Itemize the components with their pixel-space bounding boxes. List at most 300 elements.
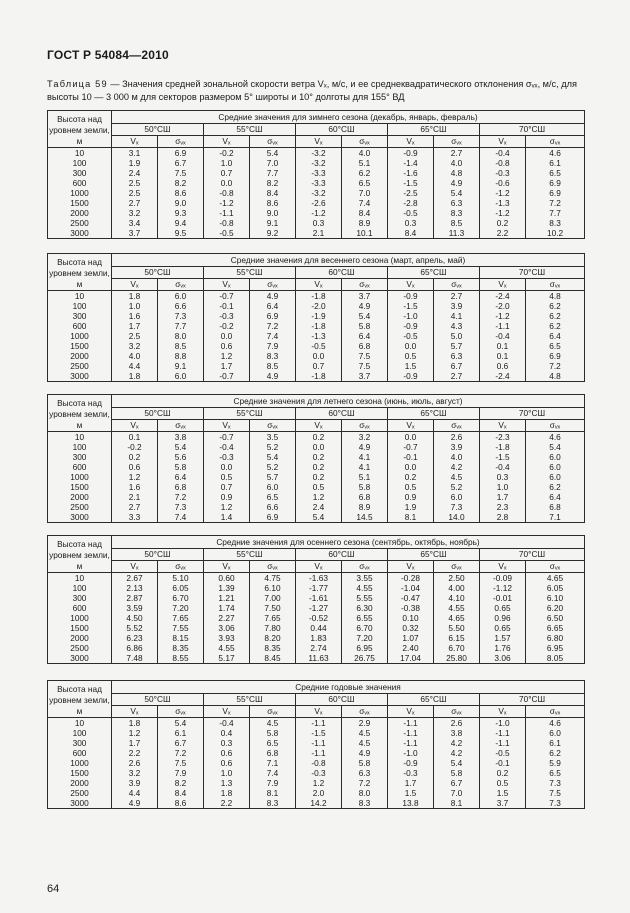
value-cell: 0.0 (388, 341, 434, 351)
value-cell: 1.6 (112, 482, 158, 492)
table-row (48, 452, 585, 462)
value-cell: 6.2 (342, 168, 388, 178)
value-cell: -1.2 (480, 208, 526, 218)
caption-label: Таблица 59 (47, 79, 108, 89)
value-cell: 7.9 (250, 341, 296, 351)
value-cell: 0.2 (296, 452, 342, 462)
value-cell: -0.9 (388, 321, 434, 331)
height-cell: 600 (48, 321, 112, 331)
value-cell: 2.2 (204, 798, 250, 809)
value-cell: 6.9 (158, 148, 204, 159)
value-cell: 2.4 (296, 502, 342, 512)
table-row (48, 603, 585, 613)
table-row (48, 218, 585, 228)
value-cell: 1.5 (388, 361, 434, 371)
table-row (48, 748, 585, 758)
value-cell: 6.05 (526, 583, 585, 593)
value-cell: 6.3 (434, 351, 480, 361)
sigma-header: σᵥₓ (434, 706, 480, 718)
value-cell: 0.10 (388, 613, 434, 623)
value-cell: 1.5 (480, 788, 526, 798)
value-cell: 1.21 (204, 593, 250, 603)
value-cell: 4.6 (526, 432, 585, 443)
value-cell: 2.5 (112, 331, 158, 341)
value-cell: 6.3 (342, 768, 388, 778)
value-cell: 1.7 (112, 321, 158, 331)
value-cell: 7.65 (158, 613, 204, 623)
table-row (48, 778, 585, 788)
table-row (48, 158, 585, 168)
value-cell: -3.2 (296, 158, 342, 168)
value-cell: 4.5 (250, 718, 296, 729)
value-cell: 7.2 (526, 198, 585, 208)
value-cell: 4.75 (250, 573, 296, 584)
height-cell: 2000 (48, 208, 112, 218)
height-cell: 2500 (48, 643, 112, 653)
value-cell: 5.1 (342, 472, 388, 482)
height-cell: 3000 (48, 512, 112, 523)
height-cell: 2500 (48, 361, 112, 371)
value-cell: 8.35 (158, 643, 204, 653)
vx-header: Vₓ (388, 706, 434, 718)
symbol-row (48, 420, 585, 432)
value-cell: 3.4 (112, 218, 158, 228)
height-cell: 300 (48, 452, 112, 462)
height-cell: 3000 (48, 228, 112, 239)
value-cell: -0.5 (388, 208, 434, 218)
value-cell: -1.4 (388, 158, 434, 168)
value-cell: 8.3 (342, 798, 388, 809)
value-cell: 6.9 (526, 351, 585, 361)
value-cell: 8.20 (250, 633, 296, 643)
value-cell: 0.5 (388, 351, 434, 361)
value-cell: 8.2 (250, 178, 296, 188)
value-cell: -1.1 (480, 728, 526, 738)
value-cell: 8.6 (250, 198, 296, 208)
value-cell: 5.55 (342, 593, 388, 603)
value-cell: 0.1 (480, 341, 526, 351)
value-cell: 5.4 (250, 148, 296, 159)
value-cell: 5.50 (434, 623, 480, 633)
section-title: Средние годовые значения (112, 681, 585, 694)
table-row (48, 758, 585, 768)
value-cell: 5.0 (434, 331, 480, 341)
value-cell: -1.27 (296, 603, 342, 613)
value-cell: 1.57 (480, 633, 526, 643)
height-cell: 10 (48, 432, 112, 443)
value-cell: 3.55 (342, 573, 388, 584)
height-cell: 1500 (48, 198, 112, 208)
value-cell: 2.13 (112, 583, 158, 593)
value-cell: -1.3 (296, 331, 342, 341)
table-row (48, 633, 585, 643)
value-cell: 1.74 (204, 603, 250, 613)
vx-header: Vₓ (480, 561, 526, 573)
height-cell: 600 (48, 603, 112, 613)
value-cell: -1.1 (388, 728, 434, 738)
value-cell: 0.32 (388, 623, 434, 633)
value-cell: 5.9 (526, 758, 585, 768)
height-cell: 100 (48, 301, 112, 311)
value-cell: 7.3 (158, 311, 204, 321)
value-cell: 2.9 (342, 718, 388, 729)
value-cell: 1.4 (204, 512, 250, 523)
table-row (48, 502, 585, 512)
table-row (48, 462, 585, 472)
value-cell: 1.8 (204, 788, 250, 798)
vx-header: Vₓ (112, 136, 158, 148)
vx-header: Vₓ (480, 279, 526, 291)
value-cell: 6.3 (434, 198, 480, 208)
value-cell: 0.2 (112, 452, 158, 462)
sigma-header: σᵥₓ (342, 420, 388, 432)
table-row (48, 321, 585, 331)
latitude-row (48, 408, 585, 420)
value-cell: 2.40 (388, 643, 434, 653)
latitude-header: 65°СШ (388, 549, 480, 561)
value-cell: 8.6 (158, 798, 204, 809)
value-cell: 6.0 (250, 482, 296, 492)
value-cell: 1.2 (112, 728, 158, 738)
value-cell: 3.2 (112, 768, 158, 778)
sigma-header: σᵥₓ (250, 561, 296, 573)
value-cell: 0.3 (296, 218, 342, 228)
section-title-row (48, 536, 585, 549)
value-cell: 3.9 (434, 442, 480, 452)
value-cell: 8.1 (250, 788, 296, 798)
height-cell: 10 (48, 573, 112, 584)
section-title-row (48, 681, 585, 694)
value-cell: 6.8 (250, 748, 296, 758)
value-cell: 7.4 (342, 198, 388, 208)
height-cell: 2500 (48, 218, 112, 228)
value-cell: 1.8 (112, 371, 158, 382)
value-cell: 2.5 (112, 178, 158, 188)
value-cell: 0.2 (480, 768, 526, 778)
value-cell: 1.0 (480, 482, 526, 492)
height-cell: 300 (48, 738, 112, 748)
value-cell: 0.44 (296, 623, 342, 633)
value-cell: 3.59 (112, 603, 158, 613)
value-cell: 25.80 (434, 653, 480, 664)
sigma-header: σᵥₓ (342, 706, 388, 718)
value-cell: 6.23 (112, 633, 158, 643)
value-cell: 8.0 (158, 331, 204, 341)
latitude-header: 70°СШ (480, 267, 585, 279)
value-cell: 0.65 (480, 603, 526, 613)
vx-header: Vₓ (112, 706, 158, 718)
value-cell: 0.96 (480, 613, 526, 623)
value-cell: -2.0 (296, 301, 342, 311)
value-cell: -0.3 (204, 311, 250, 321)
table-row (48, 643, 585, 653)
value-cell: 5.2 (250, 462, 296, 472)
table-row (48, 492, 585, 502)
value-cell: 6.80 (526, 633, 585, 643)
value-cell: 2.7 (434, 148, 480, 159)
value-cell: 0.2 (480, 218, 526, 228)
value-cell: 4.55 (342, 583, 388, 593)
height-cell: 2000 (48, 492, 112, 502)
value-cell: 4.9 (342, 442, 388, 452)
value-cell: -1.1 (388, 718, 434, 729)
value-cell: -0.8 (204, 218, 250, 228)
symbol-row (48, 561, 585, 573)
symbol-row (48, 279, 585, 291)
value-cell: 0.0 (204, 462, 250, 472)
value-cell: 0.0 (204, 331, 250, 341)
value-cell: 8.1 (434, 798, 480, 809)
sigma-header: σᵥₓ (158, 561, 204, 573)
value-cell: 6.0 (158, 291, 204, 302)
value-cell: 0.9 (204, 492, 250, 502)
table-row (48, 738, 585, 748)
table-row (48, 728, 585, 738)
value-cell: 8.4 (158, 788, 204, 798)
height-cell: 2500 (48, 788, 112, 798)
section-table (47, 680, 585, 809)
value-cell: 0.7 (204, 482, 250, 492)
value-cell: 6.6 (250, 502, 296, 512)
vx-header: Vₓ (296, 136, 342, 148)
value-cell: -3.2 (296, 148, 342, 159)
table-row (48, 432, 585, 443)
value-cell: 9.0 (250, 208, 296, 218)
value-cell: 7.3 (434, 502, 480, 512)
table-row (48, 371, 585, 382)
value-cell: -0.3 (480, 168, 526, 178)
value-cell: -0.4 (204, 718, 250, 729)
height-header: Высота над уровнем земли, м (48, 111, 112, 148)
value-cell: 6.5 (526, 168, 585, 178)
latitude-header: 60°СШ (296, 694, 388, 706)
value-cell: 8.2 (158, 178, 204, 188)
table-row (48, 198, 585, 208)
value-cell: 5.1 (342, 158, 388, 168)
value-cell: 5.4 (158, 442, 204, 452)
latitude-header: 65°СШ (388, 408, 480, 420)
value-cell: -0.7 (388, 442, 434, 452)
table-row (48, 573, 585, 584)
sigma-header: σᵥₓ (434, 136, 480, 148)
sigma-header: σᵥₓ (158, 706, 204, 718)
value-cell: 6.5 (526, 341, 585, 351)
value-cell: 4.2 (434, 748, 480, 758)
value-cell: 6.65 (526, 623, 585, 633)
value-cell: 13.8 (388, 798, 434, 809)
height-cell: 1500 (48, 341, 112, 351)
value-cell: 5.4 (434, 188, 480, 198)
value-cell: 6.8 (158, 482, 204, 492)
value-cell: 3.2 (112, 208, 158, 218)
value-cell: 0.6 (204, 748, 250, 758)
latitude-header: 55°СШ (204, 408, 296, 420)
value-cell: 2.3 (480, 502, 526, 512)
sigma-header: σᵥₓ (434, 420, 480, 432)
value-cell: 7.1 (250, 758, 296, 768)
value-cell: 7.5 (158, 758, 204, 768)
value-cell: 0.6 (112, 462, 158, 472)
value-cell: -1.9 (296, 311, 342, 321)
section-title: Средние значения для весеннего сезона (март, апрель, май) (112, 254, 585, 267)
value-cell: -1.2 (296, 208, 342, 218)
latitude-row (48, 549, 585, 561)
vx-header: Vₓ (388, 561, 434, 573)
value-cell: 6.05 (158, 583, 204, 593)
value-cell: 6.7 (434, 361, 480, 371)
value-cell: -0.2 (204, 148, 250, 159)
value-cell: -0.5 (388, 331, 434, 341)
symbol-row (48, 706, 585, 718)
table-row (48, 168, 585, 178)
value-cell: 6.2 (526, 301, 585, 311)
value-cell: 7.2 (526, 361, 585, 371)
value-cell: 5.8 (158, 462, 204, 472)
height-cell: 10 (48, 148, 112, 159)
value-cell: 5.8 (342, 482, 388, 492)
value-cell: 7.9 (158, 768, 204, 778)
latitude-header: 55°СШ (204, 694, 296, 706)
table-caption (47, 78, 607, 104)
value-cell: 4.4 (112, 788, 158, 798)
value-cell: 0.7 (296, 361, 342, 371)
value-cell: 8.05 (526, 653, 585, 664)
value-cell: 2.27 (204, 613, 250, 623)
height-cell: 100 (48, 158, 112, 168)
value-cell: 6.15 (434, 633, 480, 643)
value-cell: 3.8 (158, 432, 204, 443)
height-cell: 3000 (48, 653, 112, 664)
latitude-header: 50°СШ (112, 408, 204, 420)
value-cell: -0.7 (204, 291, 250, 302)
value-cell: -0.7 (204, 371, 250, 382)
value-cell: 0.4 (204, 728, 250, 738)
value-cell: 2.7 (434, 291, 480, 302)
value-cell: 1.2 (296, 778, 342, 788)
value-cell: 14.2 (296, 798, 342, 809)
height-cell: 600 (48, 462, 112, 472)
latitude-header: 65°СШ (388, 124, 480, 136)
height-cell: 100 (48, 728, 112, 738)
value-cell: 5.4 (526, 442, 585, 452)
value-cell: -0.01 (480, 593, 526, 603)
value-cell: 6.0 (158, 371, 204, 382)
table-row (48, 512, 585, 523)
value-cell: 0.1 (112, 432, 158, 443)
value-cell: 6.5 (250, 738, 296, 748)
table-row (48, 472, 585, 482)
vx-header: Vₓ (204, 561, 250, 573)
table-row (48, 178, 585, 188)
value-cell: 2.6 (434, 718, 480, 729)
value-cell: -0.1 (388, 452, 434, 462)
vx-header: Vₓ (480, 136, 526, 148)
value-cell: 4.50 (112, 613, 158, 623)
height-cell: 1000 (48, 758, 112, 768)
value-cell: 1.2 (204, 502, 250, 512)
value-cell: 6.8 (526, 502, 585, 512)
height-cell: 300 (48, 311, 112, 321)
value-cell: 7.20 (158, 603, 204, 613)
value-cell: 8.3 (250, 351, 296, 361)
value-cell: 1.6 (112, 311, 158, 321)
latitude-row (48, 694, 585, 706)
value-cell: -1.8 (296, 291, 342, 302)
value-cell: -1.5 (480, 452, 526, 462)
value-cell: 6.0 (434, 492, 480, 502)
value-cell: -0.2 (204, 321, 250, 331)
value-cell: 4.1 (342, 452, 388, 462)
sigma-header: σᵥₓ (250, 136, 296, 148)
value-cell: 8.1 (388, 512, 434, 523)
value-cell: 1.9 (112, 158, 158, 168)
vx-header: Vₓ (204, 279, 250, 291)
latitude-header: 55°СШ (204, 549, 296, 561)
value-cell: 6.70 (342, 623, 388, 633)
value-cell: -0.6 (480, 178, 526, 188)
height-cell: 1500 (48, 768, 112, 778)
value-cell: 9.4 (158, 218, 204, 228)
value-cell: 1.3 (204, 778, 250, 788)
sigma-header: σᵥₓ (526, 420, 585, 432)
value-cell: -2.3 (480, 432, 526, 443)
value-cell: 0.9 (388, 492, 434, 502)
latitude-header: 70°СШ (480, 694, 585, 706)
table-row (48, 623, 585, 633)
table-row (48, 718, 585, 729)
value-cell: 3.8 (434, 728, 480, 738)
value-cell: 6.70 (158, 593, 204, 603)
latitude-header: 65°СШ (388, 694, 480, 706)
height-header: Высота над уровнем земли, м (48, 395, 112, 432)
value-cell: 0.2 (296, 432, 342, 443)
value-cell: 8.4 (342, 208, 388, 218)
value-cell: 2.8 (480, 512, 526, 523)
latitude-header: 55°СШ (204, 267, 296, 279)
value-cell: 1.83 (296, 633, 342, 643)
value-cell: 0.5 (296, 482, 342, 492)
value-cell: -2.5 (388, 188, 434, 198)
height-cell: 3000 (48, 798, 112, 809)
section-title-row (48, 395, 585, 408)
value-cell: -0.38 (388, 603, 434, 613)
value-cell: 0.65 (480, 623, 526, 633)
value-cell: 6.95 (526, 643, 585, 653)
value-cell: 4.5 (342, 738, 388, 748)
value-cell: 1.2 (112, 472, 158, 482)
value-cell: 7.80 (250, 623, 296, 633)
value-cell: 4.8 (526, 371, 585, 382)
value-cell: 6.95 (342, 643, 388, 653)
value-cell: 6.1 (526, 738, 585, 748)
vx-header: Vₓ (480, 420, 526, 432)
value-cell: 14.0 (434, 512, 480, 523)
value-cell: 4.9 (250, 291, 296, 302)
value-cell: -1.0 (388, 748, 434, 758)
height-cell: 3000 (48, 371, 112, 382)
value-cell: 3.06 (480, 653, 526, 664)
caption-text: — Значения средней зональной скорости ветра Vₓ, м/с, и ее среднеквадратического отклонения σᵥₓ, м/с, для высоты 10 — 3 000 м для секторов размером 5° широты и 10° долготы для 155° ВД (47, 79, 577, 102)
value-cell: -0.9 (388, 371, 434, 382)
value-cell: -1.3 (480, 198, 526, 208)
vx-header: Vₓ (112, 561, 158, 573)
value-cell: -1.61 (296, 593, 342, 603)
value-cell: -0.4 (480, 148, 526, 159)
value-cell: -2.4 (480, 291, 526, 302)
value-cell: 1.2 (296, 492, 342, 502)
value-cell: -2.8 (388, 198, 434, 208)
value-cell: 5.8 (250, 728, 296, 738)
